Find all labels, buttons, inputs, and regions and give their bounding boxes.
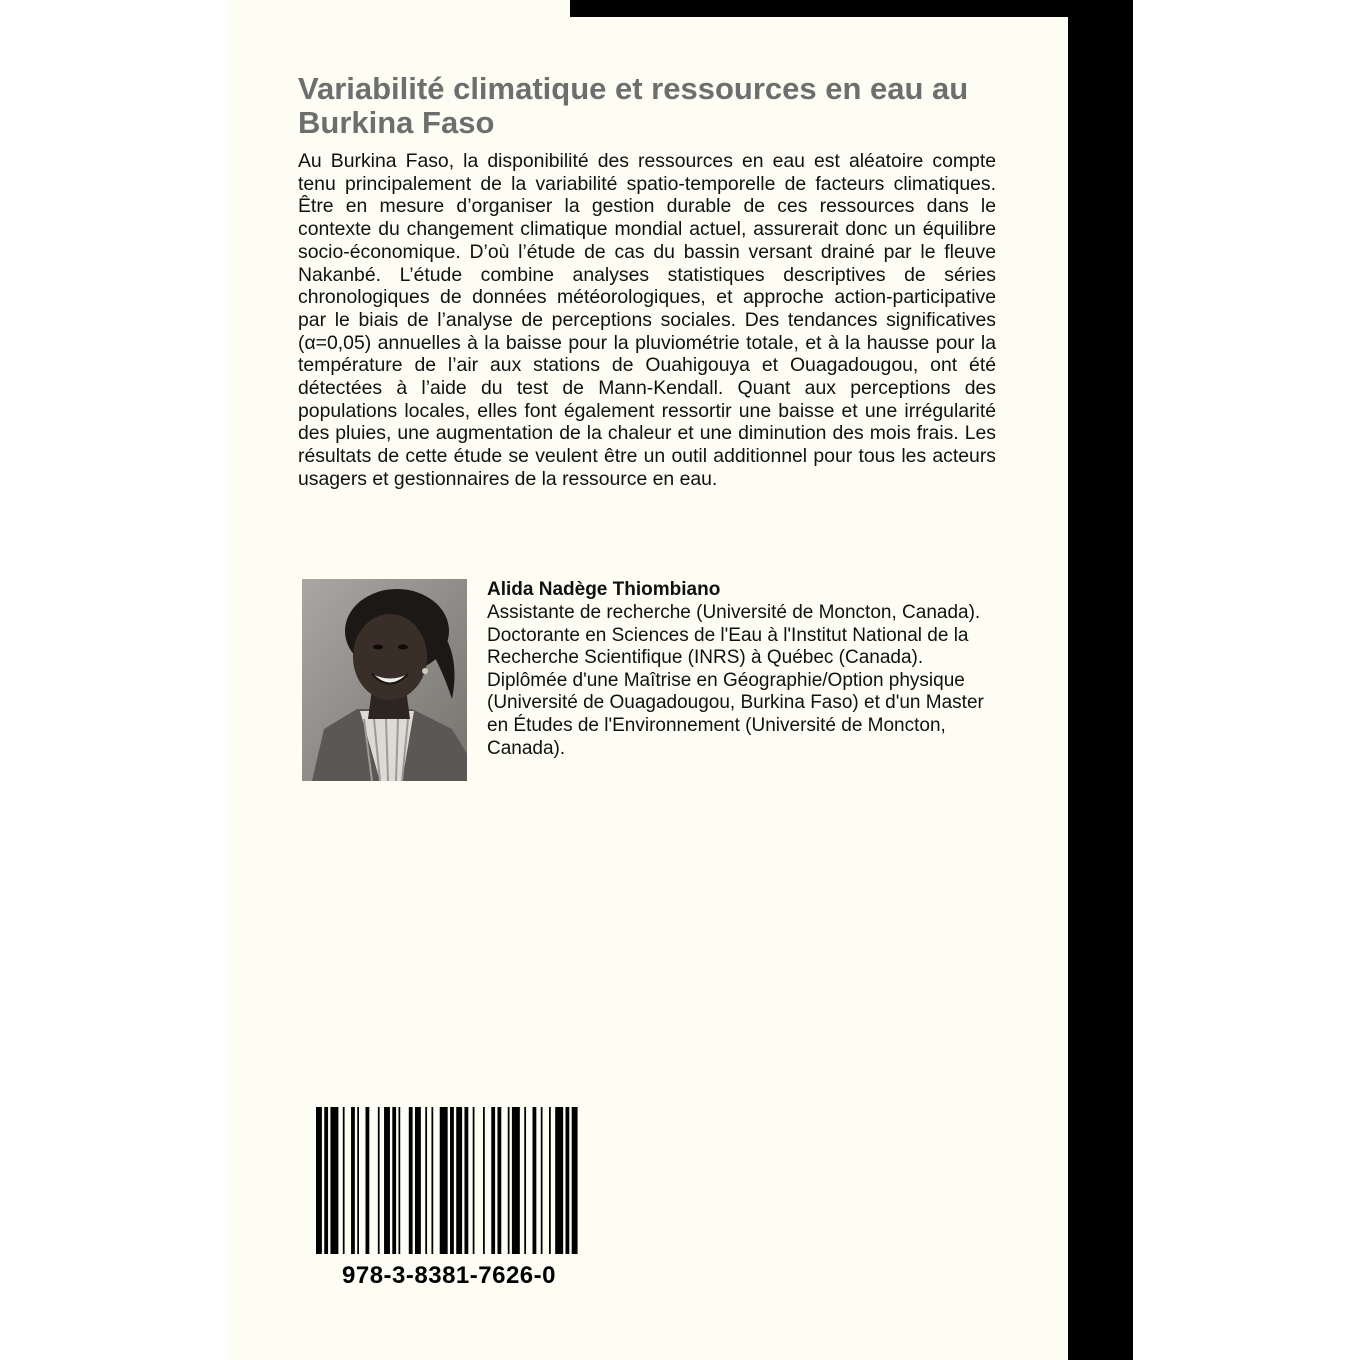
isbn-barcode xyxy=(316,1107,582,1254)
book-spine-edge xyxy=(1068,0,1133,1360)
cover-top-border xyxy=(570,0,1133,17)
barcode-bar xyxy=(415,1107,421,1254)
barcode-bar xyxy=(324,1107,328,1254)
barcode-bar xyxy=(473,1107,475,1254)
barcode-bar xyxy=(549,1107,551,1254)
barcode-bar xyxy=(440,1107,448,1254)
barcode-bar xyxy=(541,1107,543,1254)
author-bio: Assistante de recherche (Université de Moncton, Canada). Doctorante en Sciences de l'Eau à l'Institut National de la Recherche Scientifique (INRS) à Québec (Canada). Diplômée d'une Maîtrise en Géographie/Option physique (Université de Ouagadougou, Burkina Faso) et d'un Master en Études de l'Environnement (Université de Moncton, Canada). xyxy=(487,602,984,759)
barcode-bar xyxy=(450,1107,454,1254)
barcode-bar xyxy=(409,1107,413,1254)
barcode-bar xyxy=(343,1107,345,1254)
barcode-bar xyxy=(330,1107,338,1254)
barcode-bar xyxy=(425,1107,427,1254)
barcode-bar xyxy=(464,1107,468,1254)
barcode-bar xyxy=(351,1107,355,1254)
barcode-bar xyxy=(491,1107,495,1254)
barcode-bar xyxy=(512,1107,520,1254)
barcode-bar xyxy=(456,1107,462,1254)
barcode-bar xyxy=(398,1107,400,1254)
barcode-bar xyxy=(524,1107,526,1254)
book-summary: Au Burkina Faso, la disponibilité des ressources en eau est aléatoire compte tenu principalement de la variabilité spatio-temporelle de facteurs climatiques. Être en mesure d’organiser la gestion durable de ces ressources dans le contexte du changement climatique mondial actuel, assurerait donc un équilibre socio-économique. D’où l’étude de cas du bassin versant drainé par le fleuve Nakanbé. L’étude combine analyses statistiques descriptives de séries chronologiques de données météorologiques, et approche action-participative par le biais de l’analyse de perceptions sociales. Des tendances significatives (α=0,05) annuelles à la baisse pour la pluviométrie totale, et à la hausse pour la température de l’air aux stations de Ouahigouya et Ouagadougou, ont été détectées à l’aide du test de Mann-Kendall. Quant aux perceptions des populations locales, elles font également ressortir une baisse et une irrégularité des pluies, une augmentation de la chaleur et une diminution des mois frais. Les résultats de cette étude se veulent être un outil additionnel pour tous les acteurs usagers et gestionnaires de la ressource en eau. xyxy=(298,150,996,490)
isbn-number: 978-3-8381-7626-0 xyxy=(342,1262,556,1289)
barcode-bar xyxy=(392,1107,396,1254)
barcode-bar xyxy=(384,1107,390,1254)
barcode-bar xyxy=(365,1107,369,1254)
barcode-bar xyxy=(555,1107,563,1254)
barcode-bar xyxy=(497,1107,501,1254)
barcode-bar xyxy=(572,1107,578,1254)
barcode-bar xyxy=(431,1107,433,1254)
barcode-bar xyxy=(566,1107,570,1254)
author-photo xyxy=(302,579,467,781)
barcode-bar xyxy=(483,1107,485,1254)
book-title: Variabilité climatique et ressources en eau au Burkina Faso xyxy=(298,71,969,140)
barcode-bar xyxy=(316,1107,322,1254)
author-name: Alida Nadège Thiombiano xyxy=(487,579,721,600)
barcode-bar xyxy=(508,1107,510,1254)
barcode-bar xyxy=(533,1107,537,1254)
barcode-bar xyxy=(378,1107,380,1254)
barcode-bar xyxy=(357,1107,359,1254)
